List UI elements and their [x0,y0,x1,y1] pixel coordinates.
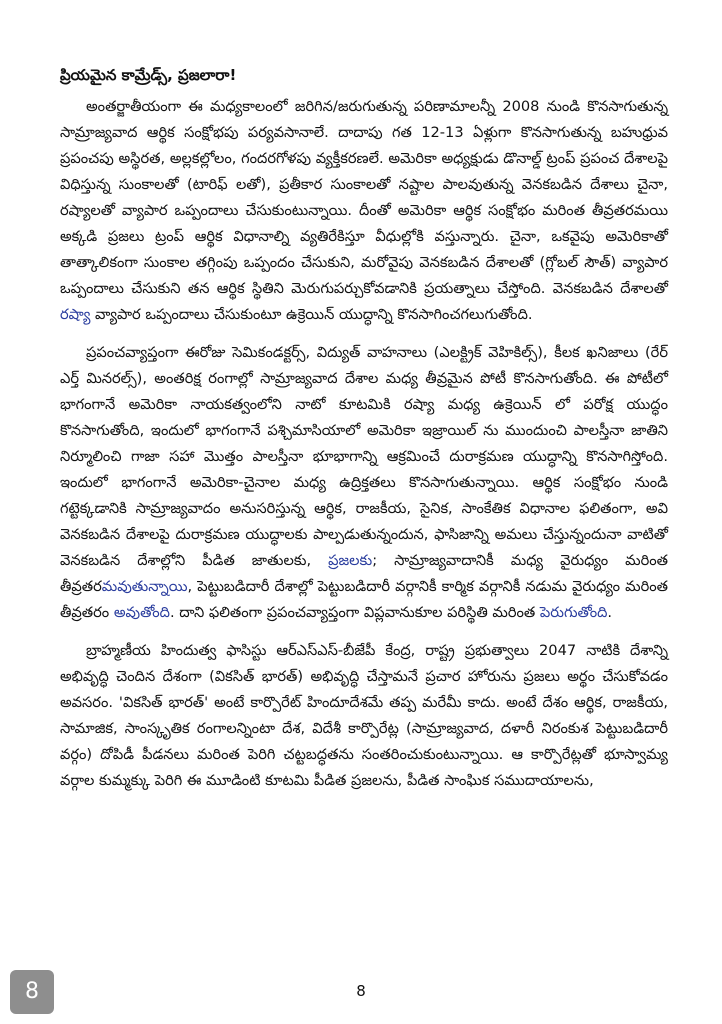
paragraph-2-part-3: ; సామ్రాజ్యవాదానికీ మధ్య వైరుధ్యం మరింత తీవ్రతర [60,552,668,595]
paragraph-2-part-7: . దాని ఫలితంగా ప్రపంచవ్యాప్తంగా విప్లవానుకూల పరిస్థితి మరింత [169,604,540,621]
paragraph-2-part-5: , పెట్టుబడిదారీ దేశాల్లో పెట్టుబడిదారీ వర్గానికీ కార్మిక వర్గానికీ నడుమ వైరుధ్యం మరింత తీవ్రతరం [60,578,668,621]
highlight-happening: అవుతోంది [113,604,170,621]
page-indicator-badge[interactable]: 8 [10,970,54,1014]
highlight-russia: రష్యా [60,306,91,323]
highlight-becoming: మవుతున్నాయి [101,578,188,595]
paragraph-2 [60,340,668,626]
paragraph-1-part-3: వ్యాపార ఒప్పందాలు చేసుకుంటూ ఉక్రెయిన్ యుద్ధాన్ని కొనసాగించగలుగుతోంది. [90,306,533,323]
paragraph-1-part-1: అంతర్జాతీయంగా ఈ మధ్యకాలంలో జరిగిన/జరుగుతున్న పరిణామాలన్నీ 2008 నుండి కొనసాగుతున్న సామ్రాజ్యవాద ఆర్థిక సంక్షోభపు పర్యవసానాలే. దాదాపు గత 12-13 ఏళ్లుగా కొనసాగుతున్న బహుధ్రువ ప్రపంచపు అస్థిరత, అల్లకల్లోలం, గందరగోళపు వ్యక్తీకరణలే. అమెరికా అధ్యక్షుడు డొనాల్డ్ ట్రంప్ ప్రపంచ దేశాలపై విధిస్తున్న సుంకాలతో (టారిఫ్ లతో), ప్రతీకార సుంకాలతో నష్టాల పాలవుతున్న వెనకబడిన దేశాలు చైనా, రష్యాలతో వ్యాపార ఒప్పందాలు చేసుకుంటున్నాయి. దీంతో అమెరికా ఆర్థిక సంక్షోభం మరింత తీవ్రతరమయి అక్కడి ప్రజలు ట్రంప్ ఆర్థిక విధానాల్ని వ్యతిరేకిస్తూ వీధుల్లోకి వస్తున్నారు. చైనా, ఒకవైపు అమెరికాతో తాత్కాలికంగా సుంకాల తగ్గింపు ఒప్పందం చేసుకుని, మరోవైపు వెనకబడిన దేశాలతో (గ్లోబల్ సౌత్) వ్యాపార ఒప్పందాలు చేసుకుని తన ఆర్థిక స్థితిని మెరుగుపర్చుకోవడానికి ప్రయత్నాలు చేస్తోంది. వెనకబడిన దేశాలతో [60,98,668,297]
paragraph-2-part-1: ప్రపంచవ్యాప్తంగా ఈరోజు సెమికండక్టర్స్, విద్యుత్ వాహనాలు (ఎలక్ట్రిక్ వెహికిల్స్), కీలక ఖనిజాలు (రేర్ ఎర్త్ మినరల్స్), అంతరిక్ష రంగాల్లో సామ్రాజ్యవాద దేశాల మధ్య తీవ్రమైన పోటీ కొనసాగుతోంది. ఈ పోటీలో భాగంగానే అమెరికా నాయకత్వంలోని నాటో కూటమికి రష్యా మధ్య ఉక్రెయిన్ లో పరోక్ష యుద్ధం కొనసాగుతోంది, ఇందులో భాగంగానే పశ్చిమాసియాలో అమెరికా ఇజ్రాయిల్ ను ముందుంచి పాలస్తీనా జాతిని నిర్మూలించి గాజా సహా మొత్తం పాలస్తీనా భూభాగాన్ని ఆక్రమించే దురాక్రమణ యుద్ధాన్ని కొనసాగిస్తోంది. ఇందులో భాగంగానే అమెరికా-చైనాల మధ్య ఉద్రిక్తతలు కొనసాగుతున్నాయి. ఆర్థిక సంక్షోభం నుండి గట్టెక్కడానికి సామ్రాజ్యవాదం అనుసరిస్తున్న ఆర్థిక, రాజకీయ, సైనిక, సాంకేతిక విధానాల ఫలితంగా, అవి వెనకబడిన దేశాలపై దురాక్రమణ యుద్ధాలకు పాల్పడుతున్నందున, ఫాసిజాన్ని అమలు చేస్తున్నందునా వాటితో వెనకబడిన దేశాల్లోని పీడిత జాతులకు, [60,344,668,569]
paragraph-1 [60,94,668,328]
paragraph-2-part-9: . [607,604,613,621]
page-number: 8 [356,982,366,1000]
body-text [60,94,668,806]
highlight-people: ప్రజలకు [328,552,373,569]
paragraph-3-part-1: బ్రాహ్మణీయ హిందుత్వ ఫాసిస్టు ఆర్ఎస్ఎస్-బీజేపీ కేంద్ర, రాష్ట్ర ప్రభుత్వాలు 2047 నాటికి దేశాన్ని అభివృద్ధి చెందిన దేశంగా (వికసిత్ భారత్) అభివృద్ధి చేస్తామనే ప్రచార హోరును ప్రజలు అర్థం చేసుకోవడం అవసరం. 'వికసిత్ భారత్' అంటే కార్పొరేట్ హిందూదేశమే తప్ప మరేమీ కాదు. అంటే దేశం ఆర్థిక, రాజకీయ, సామాజిక, సాంస్కృతిక రంగాలన్నింటా దేశ, విదేశీ కార్పొరేట్ల (సామ్రాజ్యవాద, దళారీ నిరంకుశ పెట్టుబడిదారీ వర్గం) దోపిడీ పీడనలు మరింత పెరిగి చట్టబద్ధతను సంతరించుకుంటున్నాయి. ఆ కార్పొరేట్లతో భూస్వామ్య వర్గాల కుమ్మక్కు పెరిగి ఈ మూడింటి కూటమి పీడిత ప్రజలను, పీడిత సాంఘిక సముదాయాలను, [60,642,668,789]
highlight-increasing: పెరుగుతోంది [539,604,608,621]
paragraph-3 [60,638,668,794]
page-heading: ప్రియమైన కామ్రేడ్స్, ప్రజలారా! [60,66,237,84]
